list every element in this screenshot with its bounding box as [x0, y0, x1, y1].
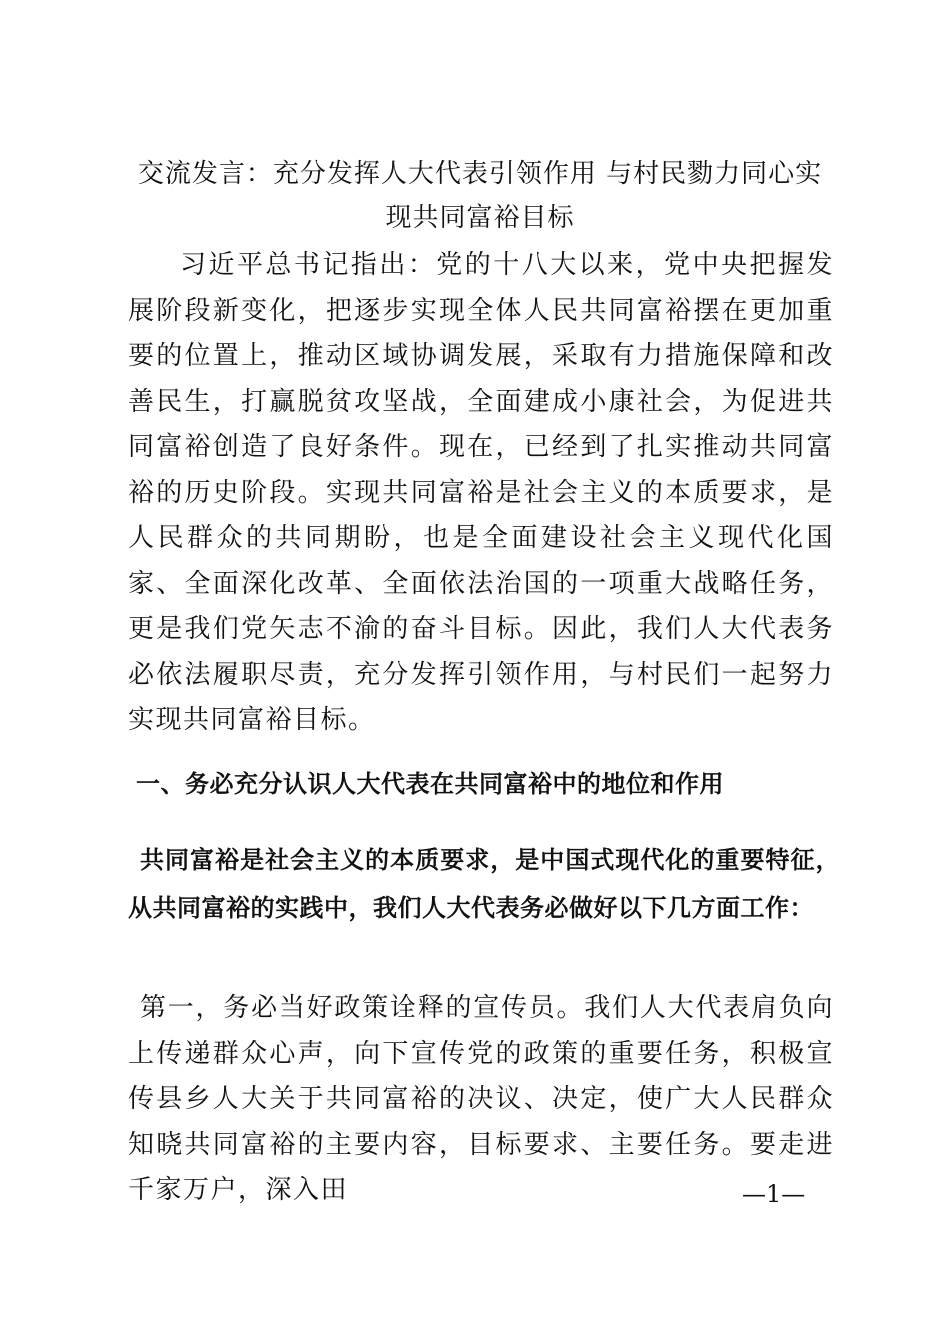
- section-heading: 一、务必充分认识人大代表在共同富裕中的地位和作用: [136, 770, 724, 798]
- document-title: 交流发言：充分发挥人大代表引领作用 与村民勠力同心实现共同富裕目标: [137, 159, 823, 233]
- first-point-paragraph: 第一，务必当好政策诠释的宣传员。我们人大代表肩负向上传递群众心声，向下宣传党的政策的重要任务，积极宣传县乡人大关于共同富裕的决议、决定，使广大人民群众知晓共同富裕的主要内容，目标要求、主要任务。要走进千家万户，深入田: [128, 993, 834, 1205]
- page-number: —1—: [742, 1180, 806, 1208]
- intro-paragraph: 习近平总书记指出：党的十八大以来，党中央把握发展阶段新变化，把逐步实现全体人民共同富裕摆在更加重要的位置上，推动区域协调发展，采取有力措施保障和改善民生，打赢脱贫攻坚战，全面建成小康社会，为促进共同富裕创造了良好条件。现在，已经到了扎实推动共同富裕的历史阶段。实现共同富裕是社会主义的本质要求，是人民群众的共同期盼，也是全面建设社会主义现代化国家、全面深化改革、全面依法治国的一项重大战略任务，更是我们党矢志不渝的奋斗目标。因此，我们人大代表务必依法履职尽责，充分发挥引领作用，与村民们一起努力实现共同富裕目标。: [128, 250, 834, 735]
- bold-paragraph: 共同富裕是社会主义的本质要求，是中国式现代化的重要特征，从共同富裕的实践中，我们人大代表务必做好以下几方面工作：: [128, 846, 840, 922]
